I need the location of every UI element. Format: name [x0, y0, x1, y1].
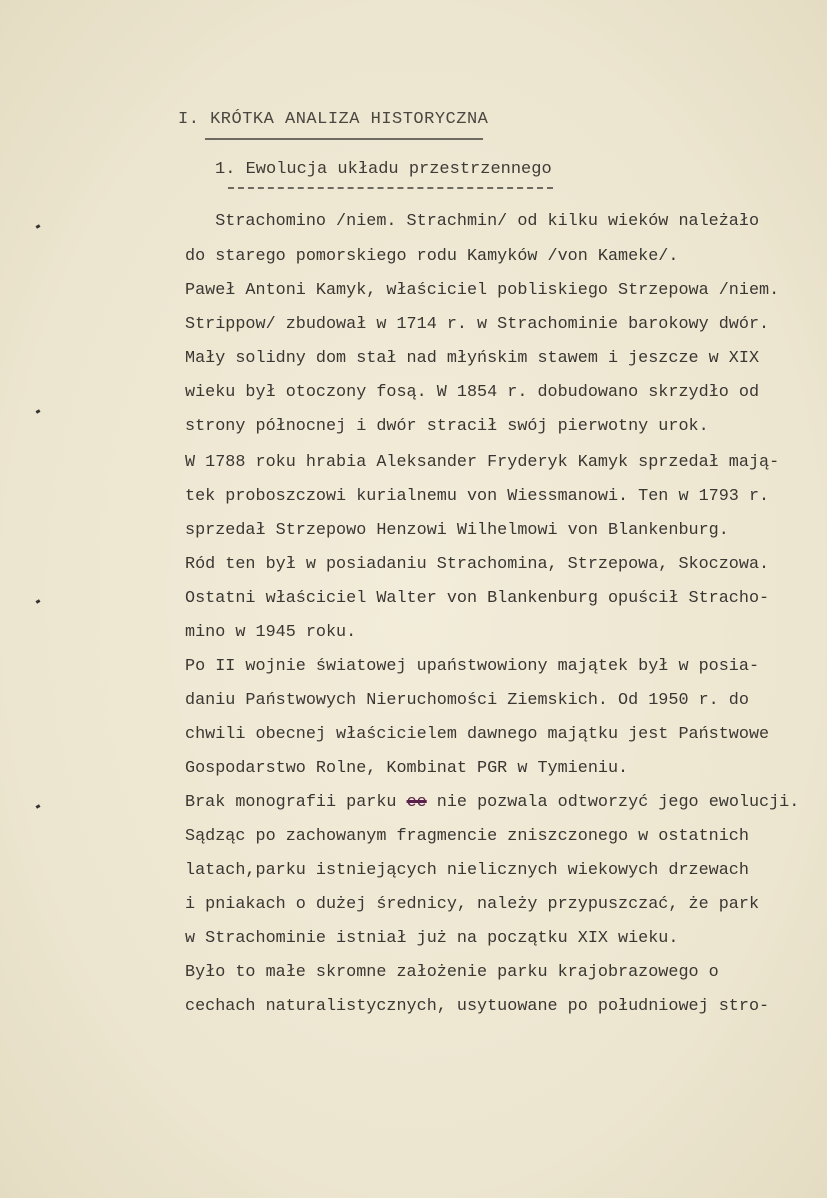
- text-line: cechach naturalistycznych, usytuowane po południowej stro-: [185, 997, 770, 1016]
- text-line: tek proboszczowi kurialnemu von Wiessmanowi. Ten w 1793 r.: [185, 487, 770, 506]
- text-line: Sądząc po zachowanym fragmencie zniszczonego w ostatnich: [185, 827, 749, 846]
- text-segment: nie pozwala odtworzyć jego ewolucji.: [426, 793, 800, 812]
- text-line: sprzedał Strzepowo Henzowi Wilhelmowi von Blankenburg.: [185, 521, 729, 540]
- text-line: W 1788 roku hrabia Aleksander Fryderyk Kamyk sprzedał mają-: [185, 453, 780, 472]
- section-heading: I. KRÓTKA ANALIZA HISTORYCZNA: [178, 110, 489, 129]
- text-line: Strachomino /niem. Strachmin/ od kilku wieków należało: [185, 212, 760, 231]
- punch-mark: [36, 409, 41, 414]
- text-line: do starego pomorskiego rodu Kamyków /von Kameke/.: [185, 247, 679, 266]
- text-line: daniu Państwowych Nieruchomości Ziemskich. Od 1950 r. do: [185, 691, 749, 710]
- text-line: wieku był otoczony fosą. W 1854 r. dobudowano skrzydło od: [185, 383, 760, 402]
- text-line: Po II wojnie światowej upaństwowiony majątek był w posia-: [185, 657, 760, 676]
- subheading-underline: [228, 187, 553, 189]
- text-line: Gospodarstwo Rolne, Kombinat PGR w Tymieniu.: [185, 759, 629, 778]
- subsection-heading: 1. Ewolucja układu przestrzennego: [215, 160, 552, 179]
- heading-underline: [205, 138, 483, 140]
- text-line: i pniakach o dużej średnicy, należy przypuszczać, że park: [185, 895, 760, 914]
- text-line: strony północnej i dwór stracił swój pierwotny urok.: [185, 417, 709, 436]
- text-line: Ród ten był w posiadaniu Strachomina, Strzepowa, Skoczowa.: [185, 555, 770, 574]
- text-line: chwili obecnej właścicielem dawnego majątku jest Państwowe: [185, 725, 770, 744]
- text-line: Strippow/ zbudował w 1714 r. w Strachominie barokowy dwór.: [185, 315, 770, 334]
- text-segment: Brak monografii parku: [185, 793, 397, 812]
- punch-mark: [36, 599, 41, 604]
- text-line: Było to małe skromne założenie parku krajobrazowego o: [185, 963, 719, 982]
- text-line: latach,parku istniejących nielicznych wiekowych drzewach: [185, 861, 749, 880]
- text-line: w Strachominie istniał już na początku XIX wieku.: [185, 929, 679, 948]
- text-line: [185, 793, 799, 812]
- text-line: Mały solidny dom stał nad młyńskim stawem i jeszcze w XIX: [185, 349, 760, 368]
- struck-out-text: ee: [406, 793, 427, 812]
- text-line: Ostatni właściciel Walter von Blankenburg opuścił Stracho-: [185, 589, 770, 608]
- text-line: mino w 1945 roku.: [185, 623, 357, 642]
- punch-mark: [36, 804, 41, 809]
- punch-mark: [36, 224, 41, 229]
- text-line: Paweł Antoni Kamyk, właściciel pobliskiego Strzepowa /niem.: [185, 281, 780, 300]
